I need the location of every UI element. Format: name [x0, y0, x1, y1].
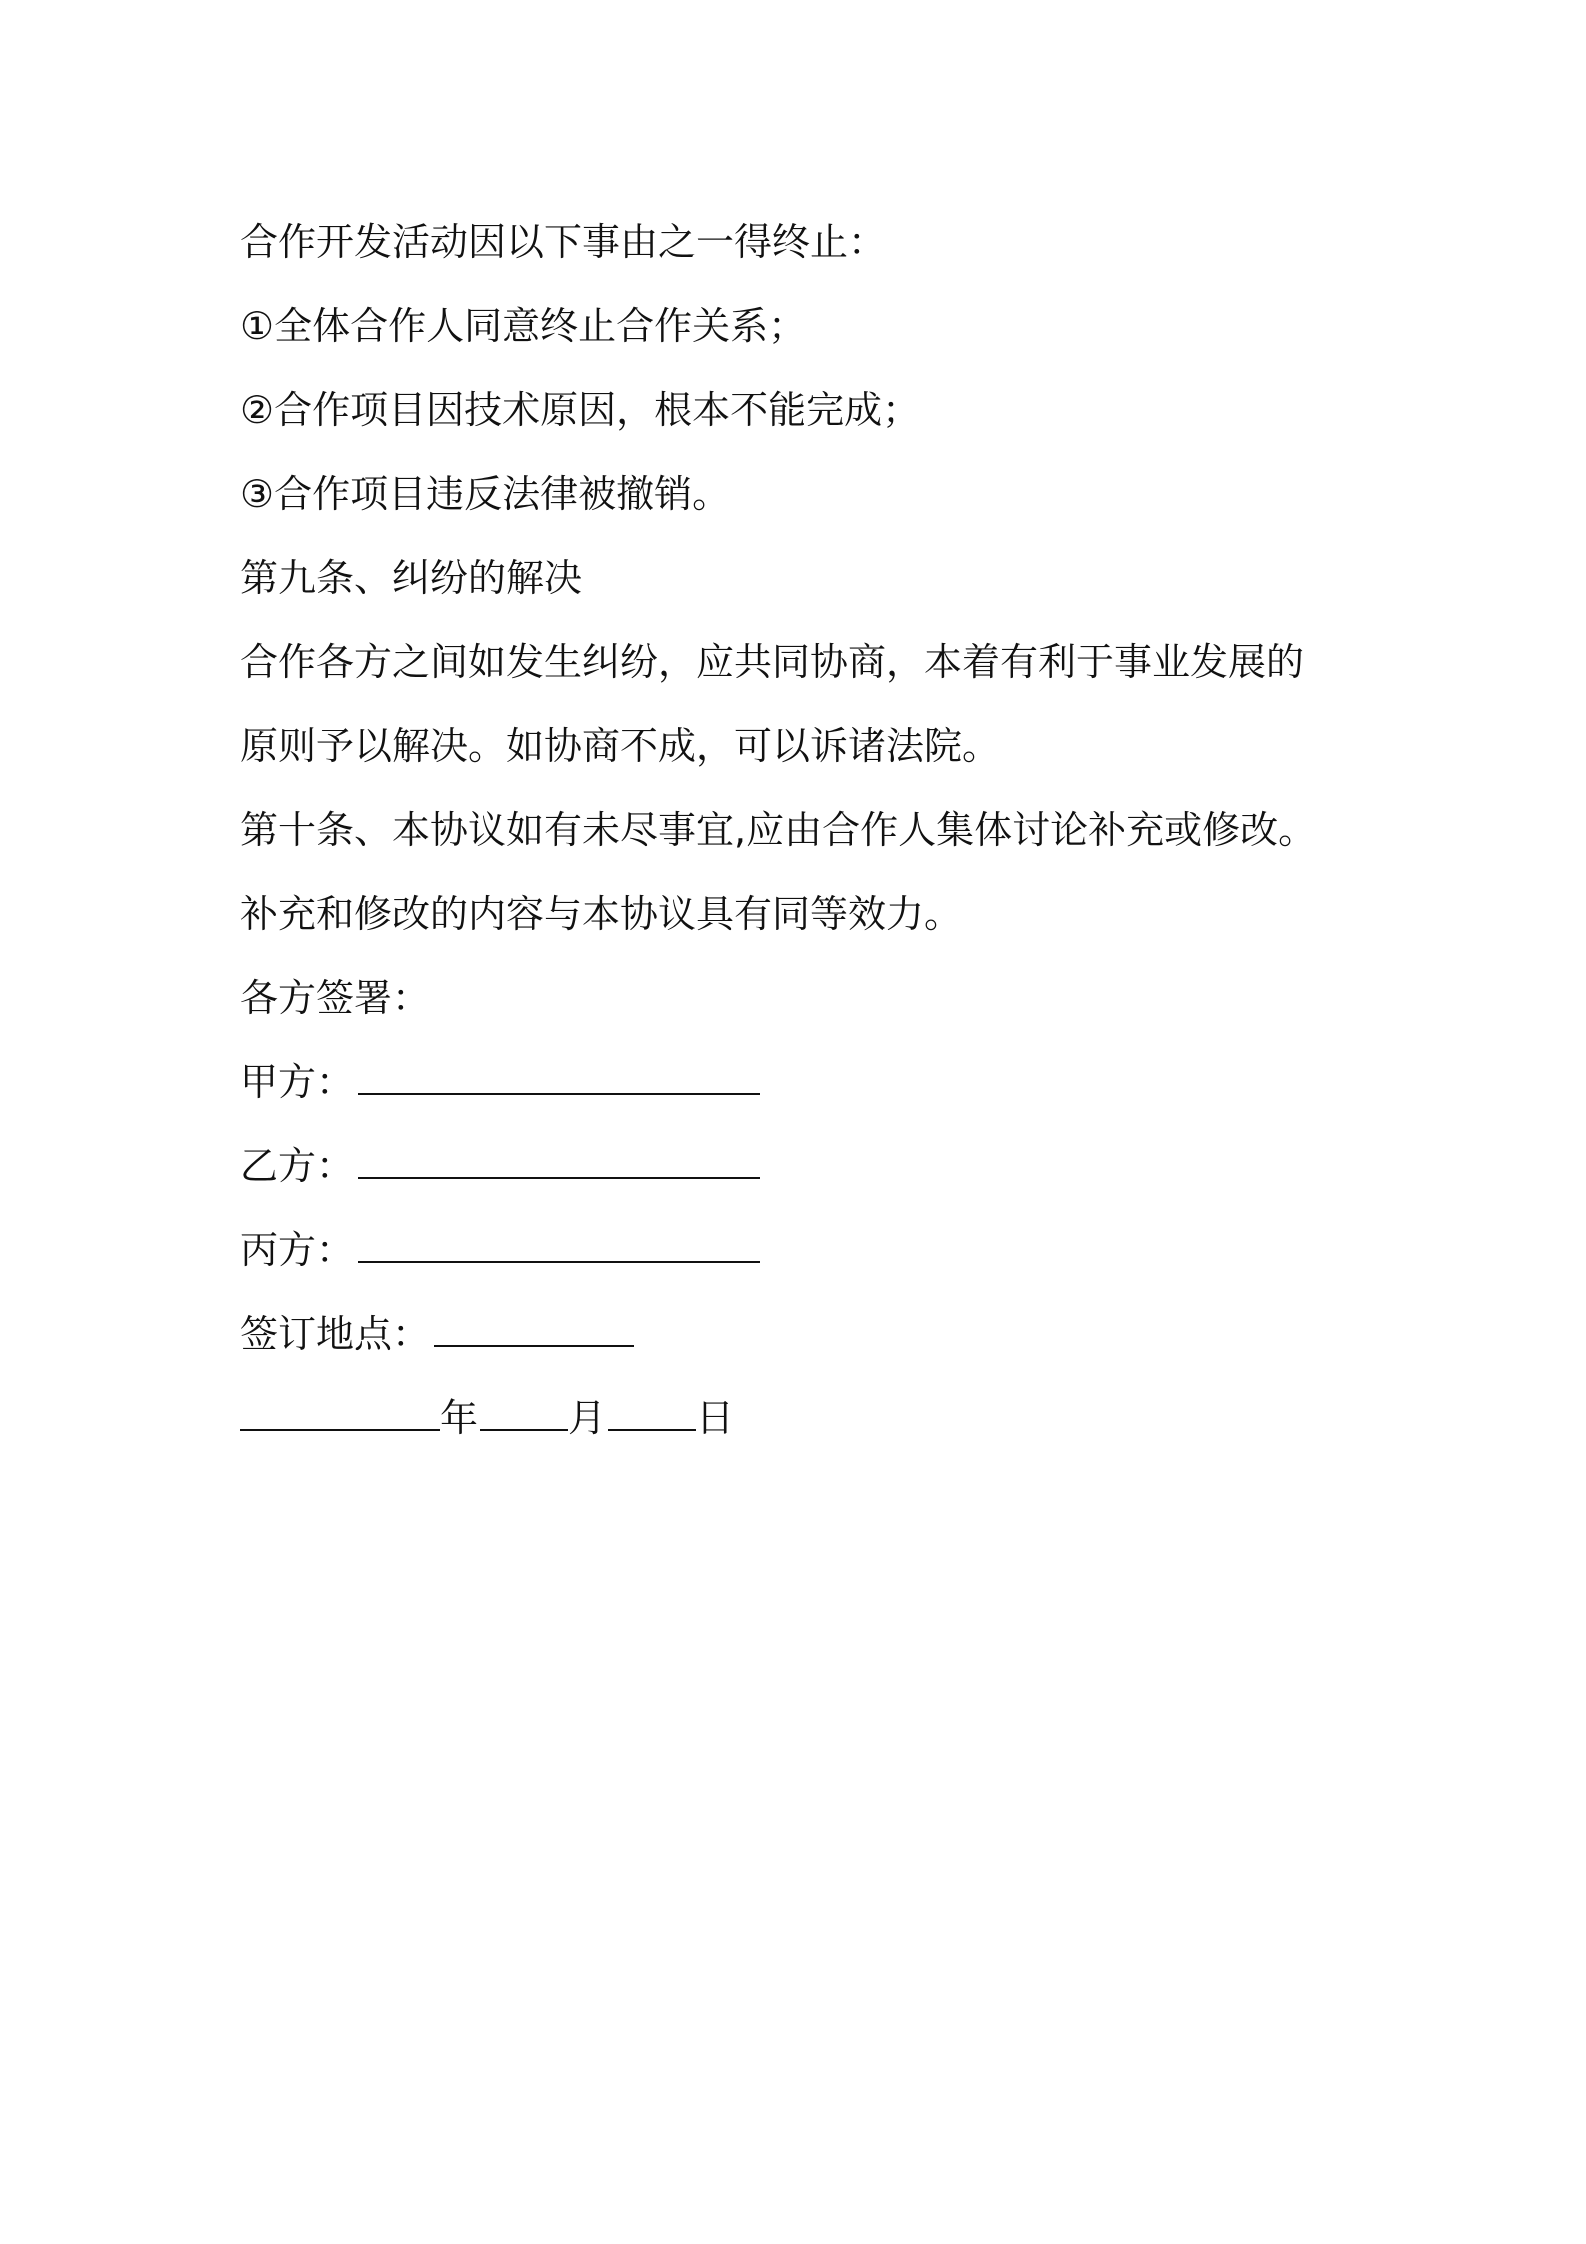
- signing-place-blank[interactable]: [434, 1313, 634, 1347]
- article-9-body-line-1: 合作各方之间如发生纠纷，应共同协商，本着有利于事业发展的: [240, 640, 1305, 684]
- date-month-blank[interactable]: [480, 1397, 568, 1431]
- party-b-signature-blank[interactable]: [358, 1145, 760, 1179]
- date-year-label: 年: [440, 1396, 479, 1440]
- date-day-label: 日: [696, 1396, 735, 1440]
- signing-place-row: [240, 1292, 1360, 1376]
- signing-date-row: [240, 1376, 1360, 1460]
- party-c-label: 丙方：: [240, 1228, 355, 1272]
- article-10-line-1: 第十条、本协议如有未尽事宜,应由合作人集体讨论补充或修改。: [240, 808, 1317, 852]
- signatures-title: 各方签署：: [240, 976, 431, 1020]
- article-9-body-line-2: 原则予以解决。如协商不成，可以诉诸法院。: [240, 724, 1001, 768]
- party-b-row: [240, 1124, 1360, 1208]
- signing-place-label: 签订地点：: [240, 1312, 431, 1356]
- termination-item-1: ①全体合作人同意终止合作关系；: [240, 304, 807, 348]
- date-day-blank[interactable]: [608, 1397, 696, 1431]
- party-c-signature-blank[interactable]: [358, 1229, 760, 1263]
- date-year-blank[interactable]: [240, 1397, 440, 1431]
- party-b-label: 乙方：: [240, 1144, 355, 1188]
- article-9-title: 第九条、纠纷的解决: [240, 556, 583, 600]
- date-month-label: 月: [568, 1396, 607, 1440]
- termination-item-2: ②合作项目因技术原因，根本不能完成；: [240, 388, 921, 432]
- party-c-row: [240, 1208, 1360, 1292]
- termination-item-3: ③合作项目违反法律被撤销。: [240, 472, 731, 516]
- party-a-signature-blank[interactable]: [358, 1061, 760, 1095]
- document-body: [240, 200, 1360, 1460]
- termination-intro: 合作开发活动因以下事由之一得终止：: [240, 220, 887, 264]
- party-a-label: 甲方：: [240, 1060, 355, 1104]
- article-10-line-2: 补充和修改的内容与本协议具有同等效力。: [240, 892, 963, 936]
- party-a-row: [240, 1040, 1360, 1124]
